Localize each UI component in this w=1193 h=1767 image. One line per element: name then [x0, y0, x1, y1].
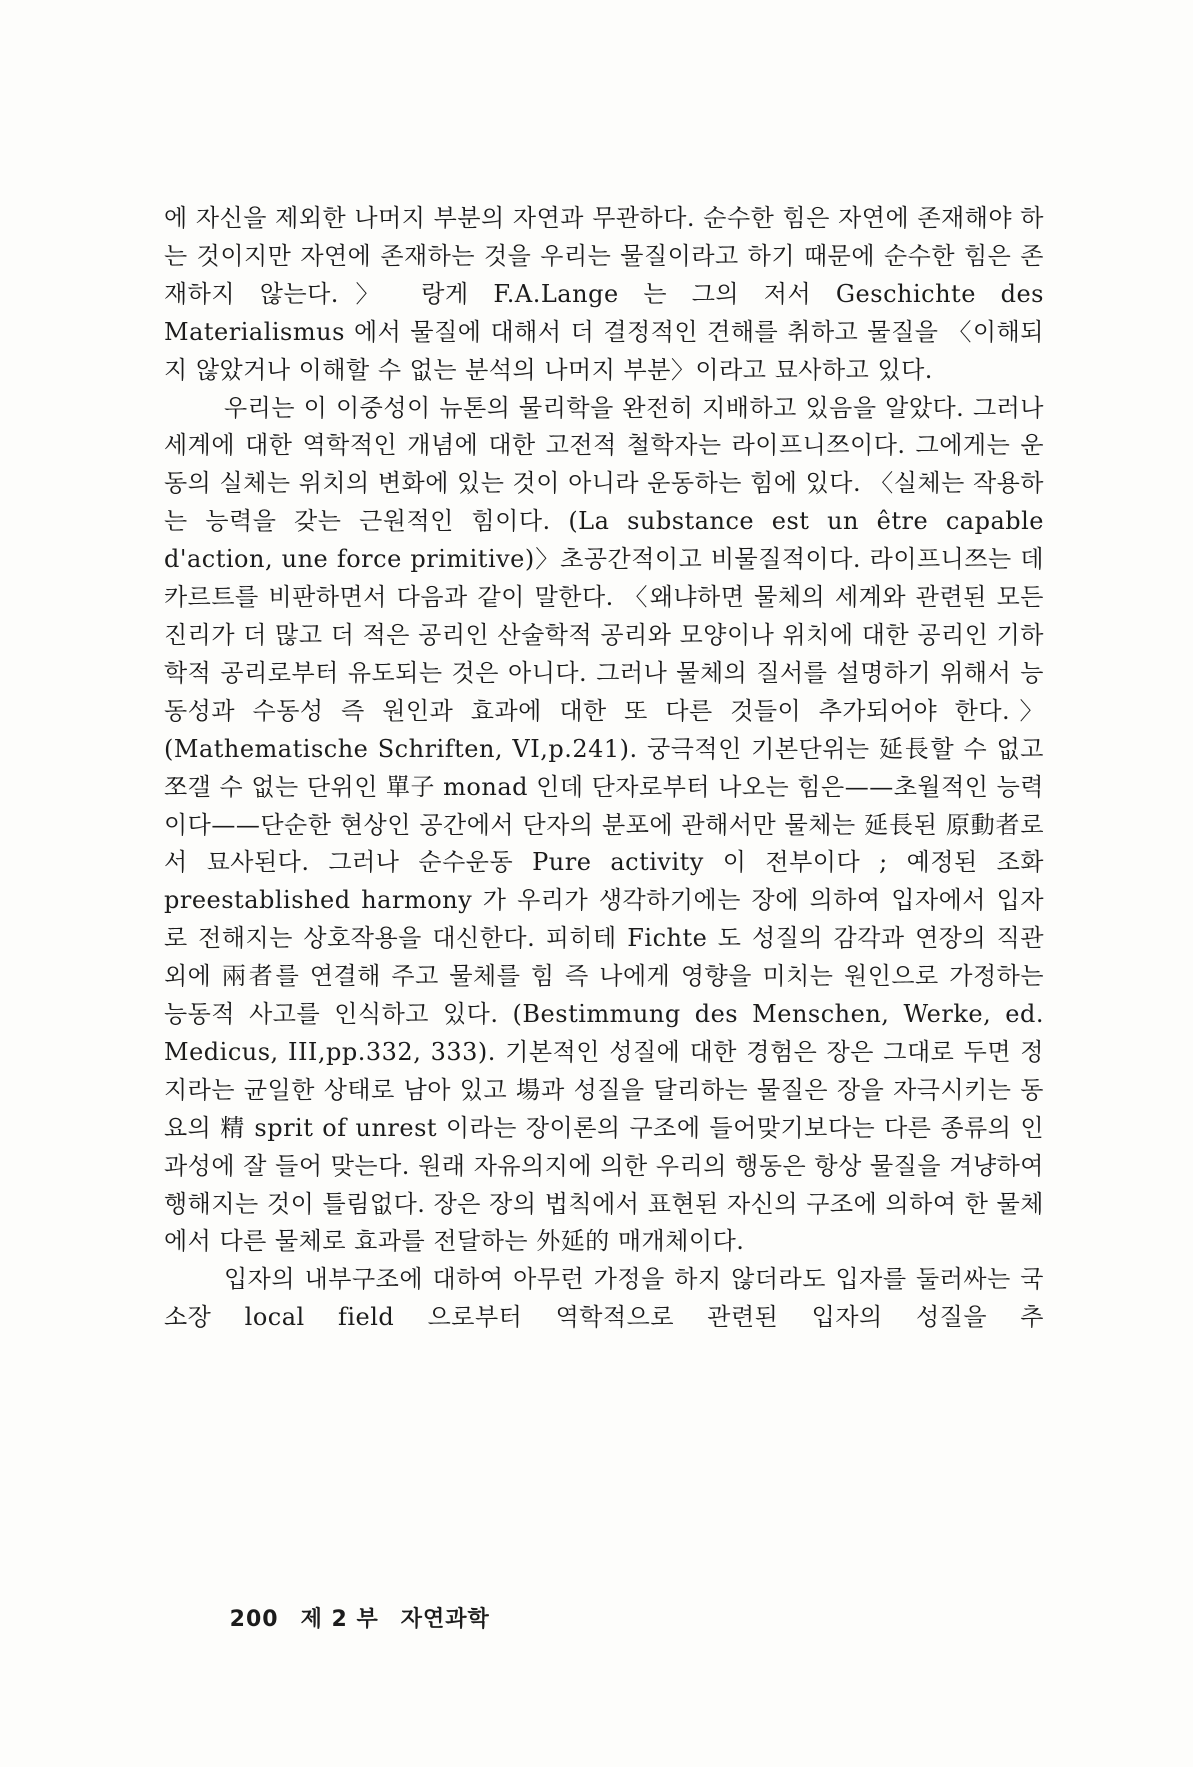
paragraph-continued: 에 자신을 제외한 나머지 부분의 자연과 무관하다. 순수한 힘은 자연에 존재해야 하는 것이지만 자연에 존재하는 것을 우리는 물질이라고 하기 때문에 순수한 힘은 존재하지 않는다.〉 랑게 F.A.Lange 는 그의 저서 Geschichte des Materialismus 에서 물질에 대해서 더 결정적인 견해를 취하고 물질을 〈이해되지 않았거나 이해할 수 없는 분석의 나머지 부분〉이라고 묘사하고 있다.: [164, 204, 1044, 384]
page-footer: [195, 1577, 512, 1658]
body-text: [164, 200, 1044, 1337]
page-number: 200: [229, 1607, 279, 1632]
paragraph: 우리는 이 이중성이 뉴톤의 물리학을 완전히 지배하고 있음을 알았다. 그러나 세계에 대한 역학적인 개념에 대한 고전적 철학자는 라이프니쯔이다. 그에게는 운동의 실체는 위치의 변화에 있는 것이 아니라 운동하는 힘에 있다. 〈실체는 작용하는 능력을 갖는 근원적인 힘이다. (La substance est un être capable d'action, une force primitive)〉초공간적이고 비물질적이다. 라이프니쯔는 데카르트를 비판하면서 다음과 같이 말한다. 〈왜냐하면 물체의 세계와 관련된 모든 진리가 더 많고 더 적은 공리인 산술학적 공리와 모양이나 위치에 대한 공리인 기하학적 공리로부터 유도되는 것은 아니다. 그러나 물체의 질서를 설명하기 위해서 능동성과 수동성 즉 원인과 효과에 대한 또 다른 것들이 추가되어야 한다.〉 (Mathematische Schriften, VI,p.241). 궁극적인 기본단위는 延長할 수 없고 쪼갤 수 없는 단위인 單子 monad 인데 단자로부터 나오는 힘은——초월적인 능력이다——단순한 현상인 공간에서 단자의 분포에 관해서만 물체는 延長된 原動者로서 묘사된다. 그러나 순수운동 Pure activity 이 전부이다 ; 예정된 조화 preestablished harmony 가 우리가 생각하기에는 장에 의하여 입자에서 입자로 전해지는 상호작용을 대신한다. 피히테 Fichte 도 성질의 감각과 연장의 직관 외에 兩者를 연결해 주고 물체를 힘 즉 나에게 영향을 미치는 원인으로 가정하는 능동적 사고를 인식하고 있다. (Bestimmung des Menschen, Werke, ed. Medicus, III,pp.332, 333). 기본적인 성질에 대한 경험은 장은 그대로 두면 정지라는 균일한 상태로 남아 있고 場과 성질을 달리하는 물질은 장을 자극시키는 동요의 精 sprit of unrest 이라는 장이론의 구조에 들어맞기보다는 다른 종류의 인과성에 잘 들어 맞는다. 원래 자유의지에 의한 우리의 행동은 항상 물질을 겨냥하여 행해지는 것이 틀림없다. 장은 장의 법칙에서 표현된 자신의 구조에 의하여 한 물체에서 다른 물체로 효과를 전달하는 外延的 매개체이다.: [164, 393, 1044, 1256]
part-label: 제 2 부: [300, 1607, 379, 1632]
section-title: 자연과학: [400, 1607, 490, 1632]
paragraph: 입자의 내부구조에 대하여 아무런 가정을 하지 않더라도 입자를 둘러싸는 국소장 local field 으로부터 역학적으로 관련된 입자의 성질을 추: [164, 1265, 1044, 1332]
